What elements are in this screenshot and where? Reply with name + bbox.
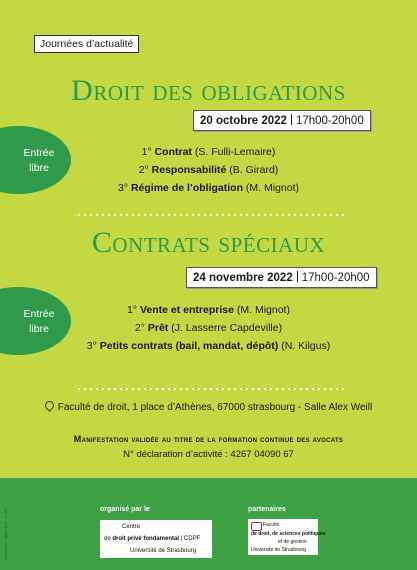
activity-declaration: N° déclaration d’activité : 4267 04090 67 (123, 449, 294, 460)
program-item: 3° Petits contrats (bail, mandat, dépôt) (N. Kilgus) (86, 340, 331, 352)
program-item: 3° Régime de l’obligation (M. Mignot) (118, 182, 299, 194)
session1-title: Droit des obligations (71, 74, 346, 107)
badge-line1: Entrée (23, 308, 55, 320)
validation-notice: Manifestation validée au titre de la formation continue des avocats (73, 434, 344, 444)
cdpf-logo: Centre de droit privé fondamental | CDPF Université de Strasbourg (100, 520, 212, 558)
event-series-label: Journées d’actualité (34, 35, 139, 53)
session2-time: 17h00-20h00 (301, 272, 370, 284)
location: Faculté de droit, 1 place d’Athènes, 67000 strasbourg - Salle Alex Weill (0, 401, 417, 413)
session2-program (0, 301, 417, 355)
program-item: 2° Responsabilité (B. Girard) (138, 164, 279, 176)
organizer-label: organisé par le (100, 506, 150, 513)
program-item: 1° Contrat (S. Fulli-Lemaire) (141, 146, 276, 158)
dotted-divider (76, 388, 346, 390)
session2-date: 24 novembre 2022 (193, 272, 293, 284)
session1-time: 17h00-20h00 (295, 115, 364, 127)
program-item: 2° Prêt (J. Lasserre Capdeville) (134, 322, 283, 334)
separator (291, 114, 292, 125)
dotted-divider (76, 214, 346, 216)
badge-line1: Entrée (23, 147, 55, 159)
separator (297, 271, 298, 282)
session1-program (0, 143, 417, 197)
partners-label: partenaires (248, 506, 286, 513)
badge-line2: libre (29, 323, 49, 335)
badge-line2: libre (29, 162, 49, 174)
session2-date-box (186, 267, 377, 288)
location-pin-icon (43, 399, 56, 412)
session1-date: 20 octobre 2022 (200, 115, 287, 127)
session2-title: Contrats spéciaux (91, 226, 326, 259)
faculty-law-logo: Faculté de droit, de sciences politiques et de gestion Université de Strasbourg (248, 519, 318, 555)
program-item: 1° Vente et entreprise (M. Mignot) (127, 304, 290, 316)
session1-date-box (193, 110, 371, 131)
credits-vertical-text: Conception · studio doré · ©2022 (4, 506, 8, 560)
